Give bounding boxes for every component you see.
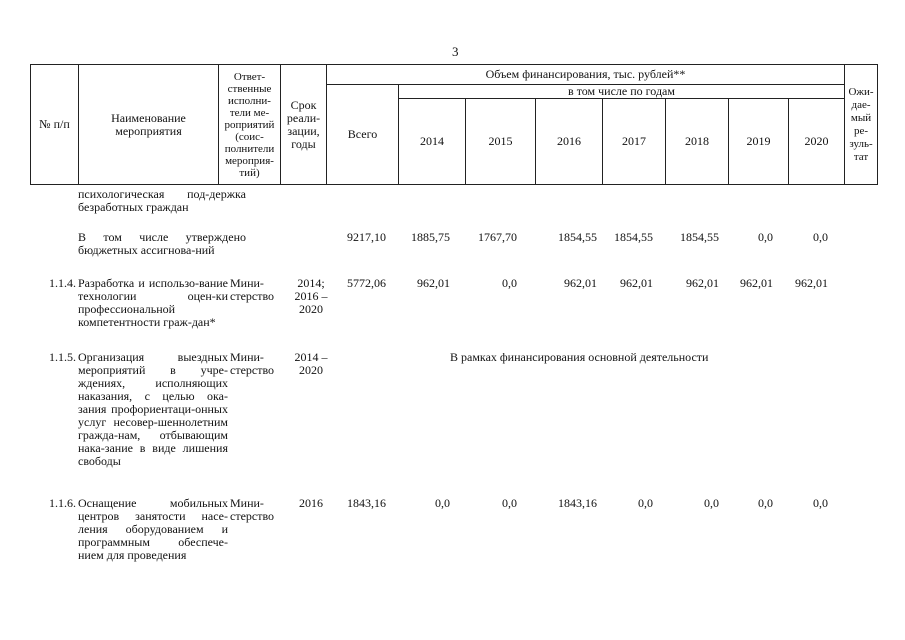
row-year-value: 0,0 [502,276,517,290]
row-number: 1.1.5. [49,350,76,364]
row-year-value: 0,0 [813,230,828,244]
row-responsible: Мини-стерство [230,350,275,377]
row-year-value: 1854,55 [558,230,597,244]
table-header [30,64,878,185]
header-year: 2018 [666,99,729,185]
row-number: 1.1.6. [49,496,76,510]
page-number: 3 [452,44,459,59]
row-year-value: 1854,55 [680,230,719,244]
row-year-value: 962,01 [620,276,653,290]
row-year-value: 0,0 [638,496,653,510]
row-funding-note: В рамках финансирования основной деятельности [450,350,709,364]
row-year-value: 1854,55 [614,230,653,244]
row-year-value: 1885,75 [411,230,450,244]
header-year: 2016 [536,99,603,185]
row-year-value: 0,0 [502,496,517,510]
row-year-value: 962,01 [740,276,773,290]
row-name: Организация выездных мероприятий в учре-ждениях, исполняющих наказания, с целью ока-зания профориентаци-онных услуг несовер-шеннолетним гражда-нам, отбывающим нака-зание в виде лишения свободы [78,350,228,468]
row-year-value: 0,0 [435,496,450,510]
row-responsible: Мини-стерство [230,496,275,523]
header-year: 2015 [466,99,536,185]
row-name: В том числе утверждено бюджетных ассигнова-ний [78,230,246,257]
row-year-value: 0,0 [758,496,773,510]
row-year-value: 962,01 [686,276,719,290]
row-year-value: 1843,16 [558,496,597,510]
header-name: Наименование мероприятия [79,65,219,185]
row-year-value: 962,01 [564,276,597,290]
row-total: 1843,16 [347,496,386,510]
header-year: 2019 [729,99,789,185]
row-total: 9217,10 [347,230,386,244]
header-funding: Объем финансирования, тыс. рублей** [327,65,845,85]
header-responsible: Ответ-ственные исполни-тели ме-роприятий (соис-полнители мероприя-тий) [219,65,281,185]
header-by-years: в том числе по годам [399,85,845,99]
header-term: Срок реали-зации, годы [281,65,327,185]
row-year-value: 962,01 [417,276,450,290]
row-term: 2016 [299,496,323,510]
row-year-value: 1767,70 [478,230,517,244]
header-total: Всего [327,85,399,185]
row-responsible: Мини-стерство [230,276,275,303]
row-term: 2014; 2016 – 2020 [294,276,328,316]
header-year: 2020 [789,99,845,185]
row-term: 2014 – 2020 [294,350,328,377]
row-name: психологическая под-держка безработных граждан [78,187,246,214]
header-result: Ожи-дае-мый ре-зуль-тат [845,65,878,185]
header-year: 2014 [399,99,466,185]
row-year-value: 0,0 [813,496,828,510]
header-number: № п/п [31,65,79,185]
row-total: 5772,06 [347,276,386,290]
row-year-value: 962,01 [795,276,828,290]
row-year-value: 0,0 [704,496,719,510]
row-year-value: 0,0 [758,230,773,244]
header-year: 2017 [603,99,666,185]
row-number: 1.1.4. [49,276,76,290]
row-name: Разработка и использо-вание технологии оцен-ки профессиональной компетентности граж-дан* [78,276,228,329]
row-name: Оснащение мобильных центров занятости насе-ления оборудованием и программным обеспече-нием для проведения [78,496,228,562]
